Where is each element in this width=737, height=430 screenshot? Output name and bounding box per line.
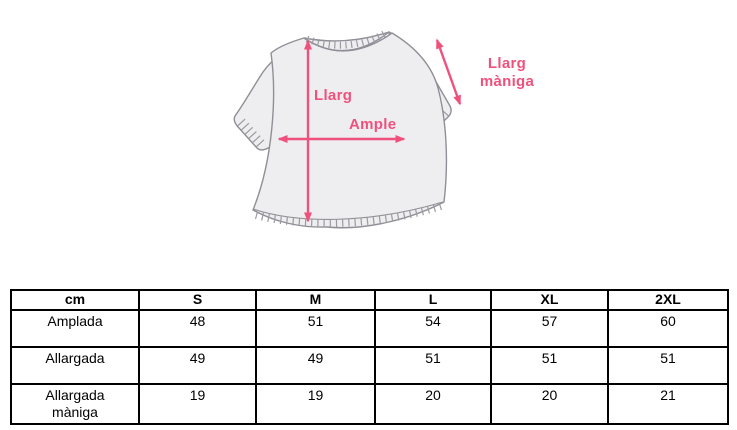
col-header-size-s: S [139, 290, 256, 310]
cell: 57 [491, 310, 608, 347]
header-row [11, 290, 728, 310]
cell: 60 [608, 310, 728, 347]
cell: 20 [375, 384, 491, 424]
tshirt-diagram [215, 10, 535, 260]
col-header-size-xl: XL [491, 290, 608, 310]
table-row-width [11, 310, 728, 347]
row-label-line2: màniga [52, 404, 98, 420]
sleeve-length-label-line1: Llarg [487, 55, 527, 72]
cell: 49 [256, 347, 375, 384]
col-header-size-m: M [256, 290, 375, 310]
cell: 51 [491, 347, 608, 384]
table-row-sleeve-length [11, 384, 728, 424]
cell: 49 [139, 347, 256, 384]
cell: 19 [256, 384, 375, 424]
width-label: Ample [349, 116, 397, 133]
cell: 48 [139, 310, 256, 347]
row-label [11, 384, 139, 424]
cell: 54 [375, 310, 491, 347]
row-label: Amplada [11, 310, 139, 347]
cell: 21 [608, 384, 728, 424]
cell: 51 [608, 347, 728, 384]
cell: 19 [139, 384, 256, 424]
col-header-size-2xl: 2XL [608, 290, 728, 310]
table-row-length [11, 347, 728, 384]
col-header-size-l: L [375, 290, 491, 310]
length-label: Llarg [314, 87, 353, 104]
sleeve-length-label-line2: màniga [479, 73, 535, 90]
col-header-unit: cm [11, 290, 139, 310]
row-label-line1: Allargada [45, 386, 105, 403]
cell: 20 [491, 384, 608, 424]
cell: 51 [375, 347, 491, 384]
cell: 51 [256, 310, 375, 347]
row-label: Allargada [11, 347, 139, 384]
size-table [10, 289, 729, 425]
